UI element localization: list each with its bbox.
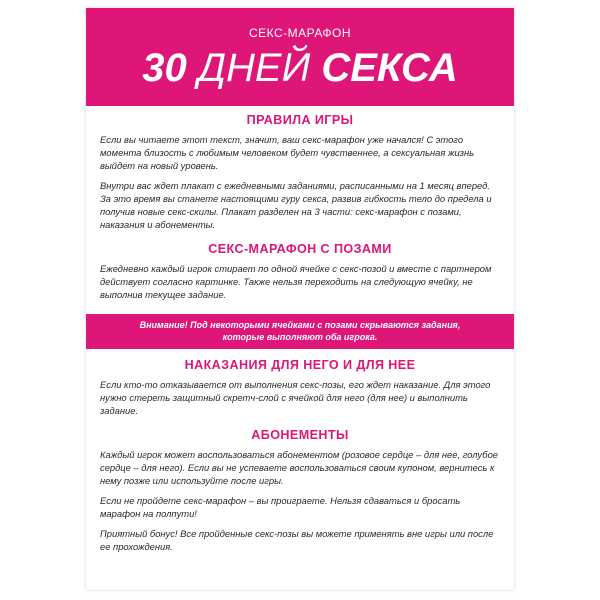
header-banner xyxy=(86,8,514,106)
poses-paragraph-1: Ежедневно каждый игрок стирает по одной ячейке с секс-позой и вместе с партнером действует согласно картинке. Также нельзя переходить на следующую ячейку, не выполнив текущее задание. xyxy=(100,263,492,300)
subscriptions-paragraph-3: Приятный бонус! Все пройденные секс-позы вы можете применять вне игры или после ее прохождения. xyxy=(100,528,494,552)
header-subtitle: СЕКС-МАРАФОН xyxy=(248,26,352,40)
penalties-heading: НАКАЗАНИЯ ДЛЯ НЕГО И ДЛЯ НЕЕ xyxy=(184,358,416,372)
subscriptions-heading: АБОНЕМЕНТЫ xyxy=(251,428,349,442)
rules-paragraph-1: Если вы читаете этот текст, значит, ваш секс-марафон уже начался! С этого момента близость с любимым человеком будет чувственнее, а сексуальная жизнь выйдет на новый уровень. xyxy=(100,134,475,171)
warning-line-2: которые выполняют оба игрока. xyxy=(222,332,378,342)
rules-heading: ПРАВИЛА ИГРЫ xyxy=(246,113,354,127)
warning-banner xyxy=(86,314,514,349)
subscriptions-section xyxy=(86,428,514,553)
penalties-paragraph-1: Если кто-то отказывается от выполнения секс-позы, его ждет наказание. Для этого нужно стереть защитный скретч-слой с ячейкой для него (для нее) и выполнить задание. xyxy=(100,379,491,416)
title-light-word: ДНЕЙ xyxy=(197,46,311,90)
poses-section xyxy=(86,242,514,301)
rules-section xyxy=(86,113,514,231)
warning-line-1: Внимание! Под некоторыми ячейками с позами скрываются задания, xyxy=(139,320,461,330)
rules-card xyxy=(86,8,514,590)
header-title xyxy=(86,46,514,90)
title-bold-word: СЕКСА xyxy=(321,46,458,90)
rules-paragraph-2: Внутри вас ждет плакат с ежедневными заданиями, расписанными на 1 месяц вперед. За это время вы станете настоящими гуру секса, развив гибкость тело до предела и получив новые секс-скилы. Плакат разделен на 3 части: секс-марафон с позами, наказания и абонементы. xyxy=(100,180,492,230)
subscriptions-paragraph-2: Если не пройдете секс-марафон – вы проиграете. Нельзя сдаваться и бросать марафон на полпути! xyxy=(100,495,461,519)
title-number: 30 xyxy=(142,46,187,90)
penalties-section xyxy=(86,358,514,417)
poses-heading: СЕКС-МАРАФОН С ПОЗАМИ xyxy=(208,242,392,256)
subscriptions-paragraph-1: Каждый игрок может воспользоваться абонементом (розовое сердце – для нее, голубое сердце – для него). Если вы не успеваете воспользоваться своим купоном, вернитесь к нему позже или используйте после игры. xyxy=(100,449,498,486)
